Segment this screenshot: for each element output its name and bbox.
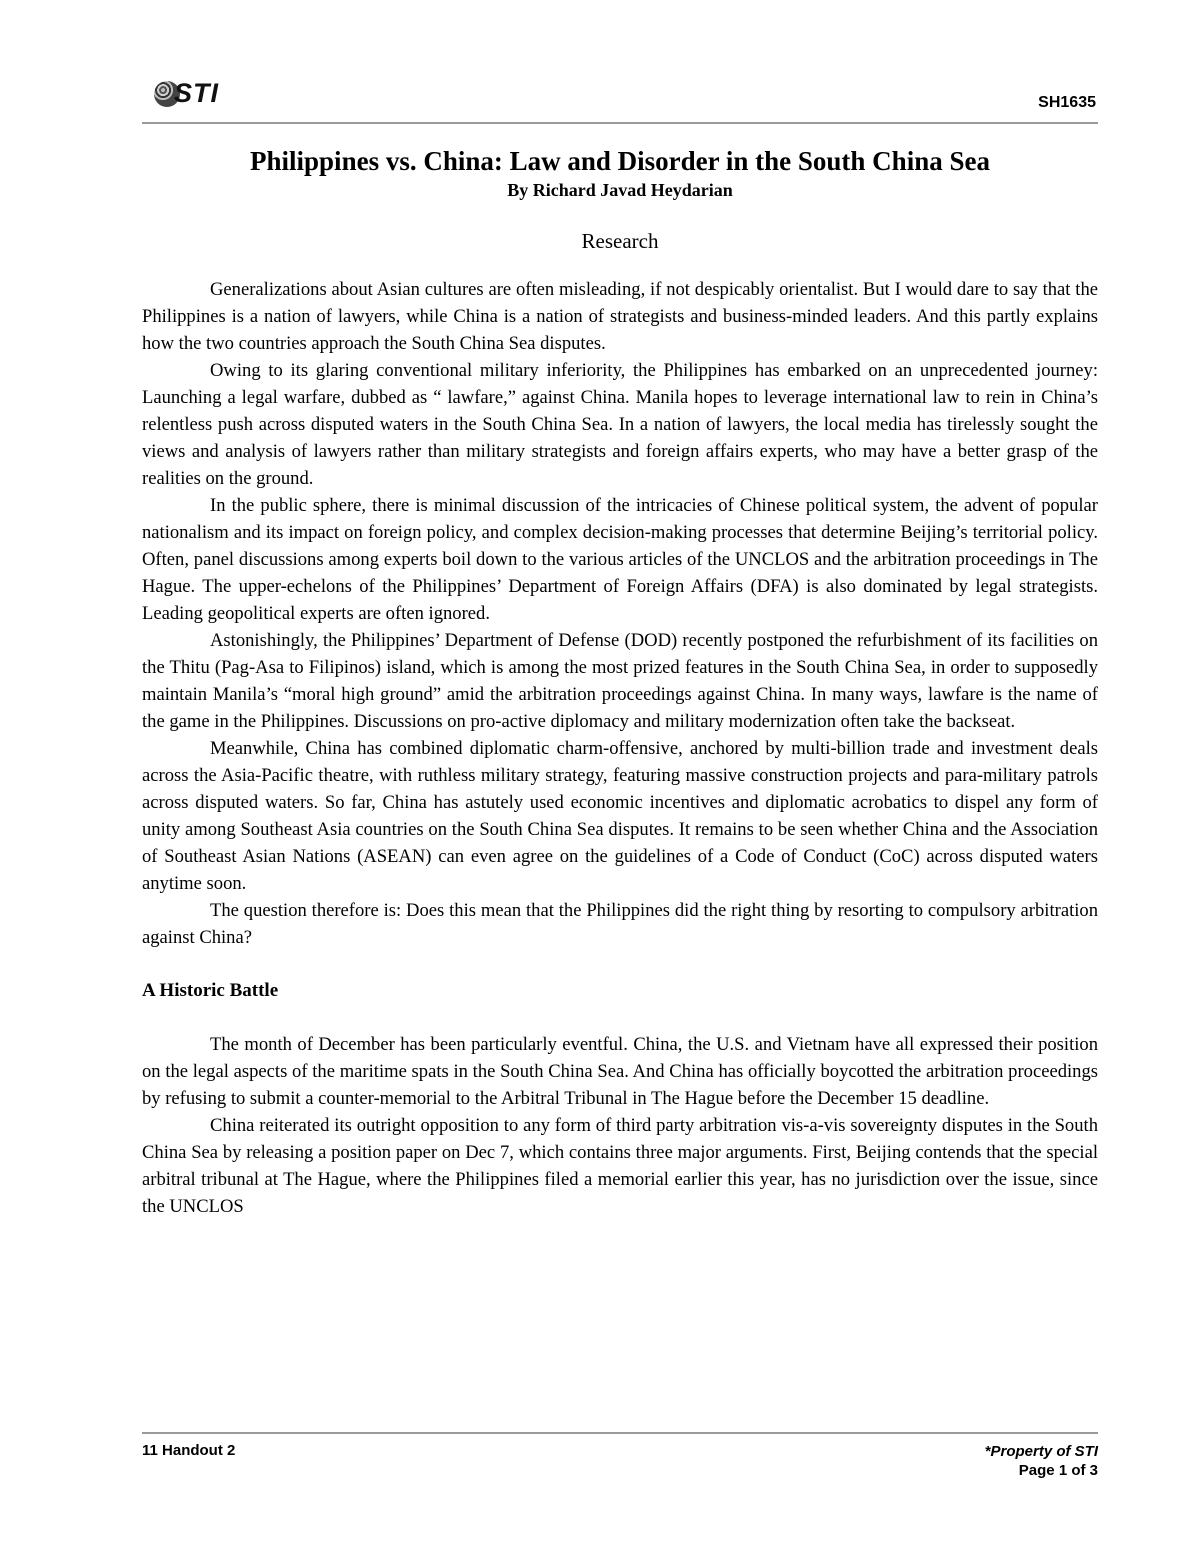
article-body bbox=[142, 144, 1098, 1220]
footer-divider bbox=[142, 1432, 1098, 1434]
document-code: SH1635 bbox=[1038, 94, 1096, 111]
page-header bbox=[142, 76, 1098, 122]
article-title: Philippines vs. China: Law and Disorder in the South China Sea bbox=[250, 146, 990, 176]
sti-logo bbox=[154, 78, 219, 109]
page-number: Page 1 of 3 bbox=[1018, 1462, 1098, 1479]
section-heading: A Historic Battle bbox=[142, 980, 279, 1001]
section-label: Research bbox=[581, 229, 659, 253]
paragraph: Generalizations about Asian cultures are often misleading, if not despicably orientalist. But I would dare to say that the Philippines is a nation of lawyers, while China is a nation of strategists and business-minded leaders. And this partly explains how the two countries approach the South China Sea disputes. bbox=[142, 279, 1098, 354]
paragraph: The question therefore is: Does this mean that the Philippines did the right thing by resorting to compulsory arbitration against China? bbox=[142, 900, 1098, 948]
paragraph: Astonishingly, the Philippines’ Department of Defense (DOD) recently postponed the refurbishment of its facilities on the Thitu (Pag-Asa to Filipinos) island, which is among the most prized features in the South China Sea, in order to supposedly maintain Manila’s “moral high ground” amid the arbitration proceedings against China. In many ways, lawfare is the name of the game in the Philippines. Discussions on pro-active diplomacy and military modernization often take the backseat. bbox=[142, 630, 1098, 732]
handout-label: 11 Handout 2 bbox=[142, 1442, 236, 1459]
paragraph: Meanwhile, China has combined diplomatic charm-offensive, anchored by multi-billion trade and investment deals across the Asia-Pacific theatre, with ruthless military strategy, featuring massive construction projects and para-military patrols across disputed waters. So far, China has astutely used economic incentives and diplomatic acrobatics to dispel any form of unity among Southeast Asia countries on the South China Sea disputes. It remains to be seen whether China and the Association of Southeast Asian Nations (ASEAN) can even agree on the guidelines of a Code of Conduct (CoC) across disputed waters anytime soon. bbox=[142, 738, 1098, 894]
paragraph: Owing to its glaring conventional military inferiority, the Philippines has embarked on an unprecedented journey: Launching a legal warfare, dubbed as “ lawfare,” against China. Manila hopes to leverage international law to rein in China’s relentless push across disputed waters in the South China Sea. In a nation of lawyers, the local media has tirelessly sought the views and analysis of lawyers rather than military strategists and foreign affairs experts, who may have a better grasp of the realities on the ground. bbox=[142, 360, 1098, 489]
article-byline: By Richard Javad Heydarian bbox=[507, 180, 733, 200]
property-notice: *Property of STI bbox=[984, 1443, 1098, 1460]
logo-text: STI bbox=[174, 78, 220, 108]
page-footer bbox=[985, 1442, 1098, 1480]
paragraph: The month of December has been particularly eventful. China, the U.S. and Vietnam have all expressed their position on the legal aspects of the maritime spats in the South China Sea. And China has officially boycotted the arbitration proceedings by refusing to submit a counter-memorial to the Arbitral Tribunal in The Hague before the December 15 deadline. bbox=[142, 1034, 1098, 1109]
paragraph: China reiterated its outright opposition to any form of third party arbitration vis-a-vis sovereignty disputes in the South China Sea by releasing a position paper on Dec 7, which contains three major arguments. First, Beijing contends that the special arbitral tribunal at The Hague, where the Philippines filed a memorial earlier this year, has no jurisdiction over the issue, since the UNCLOS bbox=[142, 1115, 1098, 1217]
paragraph: In the public sphere, there is minimal discussion of the intricacies of Chinese political system, the advent of popular nationalism and its impact on foreign policy, and complex decision-making processes that determine Beijing’s territorial policy. Often, panel discussions among experts boil down to the various articles of the UNCLOS and the arbitration proceedings in The Hague. The upper-echelons of the Philippines’ Department of Foreign Affairs (DFA) is also dominated by legal strategists. Leading geopolitical experts are often ignored. bbox=[142, 495, 1098, 624]
header-divider bbox=[142, 122, 1098, 124]
